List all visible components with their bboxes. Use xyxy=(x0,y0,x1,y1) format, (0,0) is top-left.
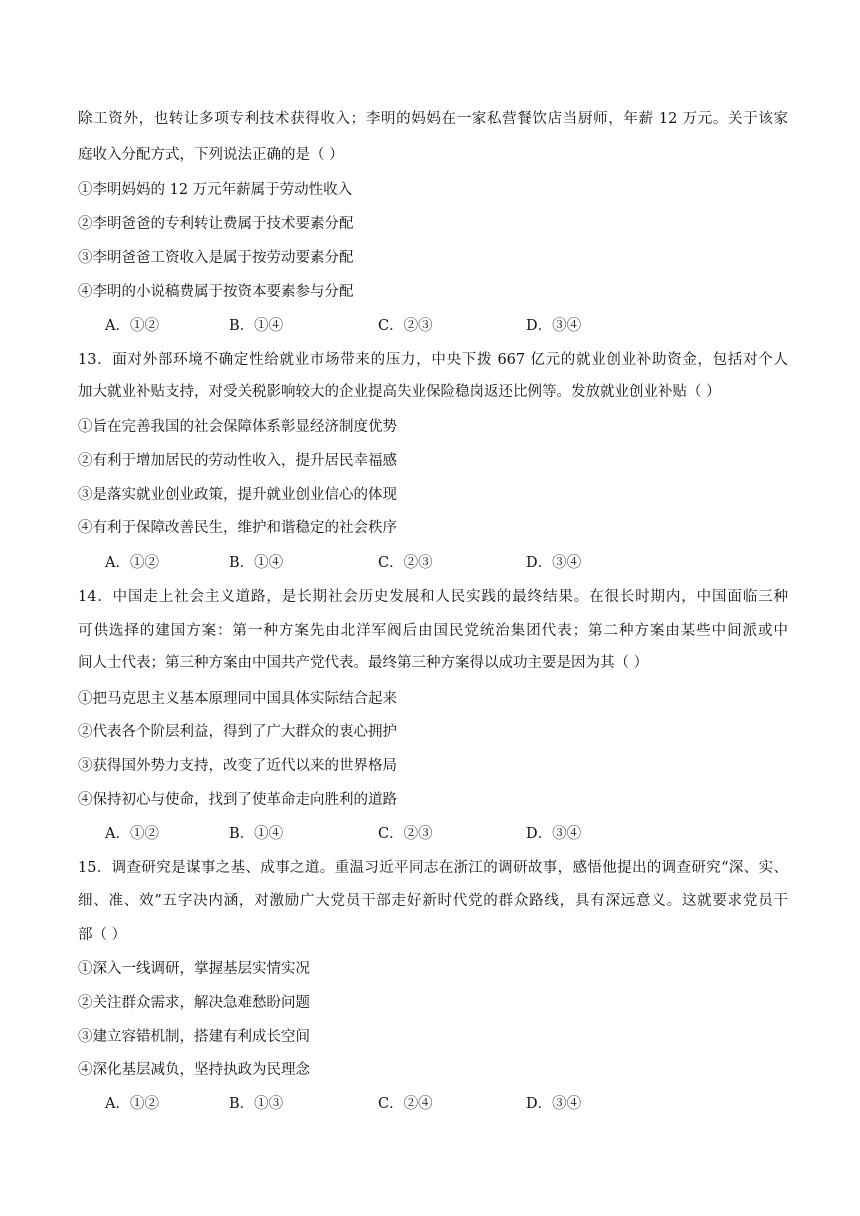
q15-choice-3: ③建立容错机制，搭建有利成长空间 xyxy=(78,1029,310,1045)
q12-option-a[interactable]: A．①② xyxy=(105,318,159,334)
q14-options xyxy=(105,824,665,844)
q13-choice-3: ③是落实就业创业政策，提升就业创业信心的体现 xyxy=(78,487,397,503)
q15-stem-line-2: 细、准、效”五字决内涵，对激励广大党员干部走好新时代党的群众路线，具有深远意义。这就要求党员干 xyxy=(78,893,788,909)
q15-choice-4: ④深化基层减负，坚持执政为民理念 xyxy=(78,1062,310,1078)
q13-stem-line-1: 13．面对外部环境不确定性给就业市场带来的压力，中央下拨 667 亿元的就业创业补助资金，包括对个人 xyxy=(78,352,788,368)
q12-choice-4: ④李明的小说稿费属于按资本要素参与分配 xyxy=(78,284,354,300)
q15-stem-line-1: 15．调查研究是谋事之基、成事之道。重温习近平同志在浙江的调研故事，感悟他提出的调查研究“深、实、 xyxy=(78,860,788,876)
q13-options xyxy=(105,553,665,573)
q15-options xyxy=(105,1094,665,1114)
q13-choice-2: ②有利于增加居民的劳动性收入，提升居民幸福感 xyxy=(78,453,397,469)
q13-option-c[interactable]: C．②③ xyxy=(378,555,433,571)
q12-options xyxy=(105,316,665,336)
q14-option-d[interactable]: D．③④ xyxy=(526,826,582,842)
q15-choice-2: ②关注群众需求，解决急难愁盼问题 xyxy=(78,995,310,1011)
q12-choice-1: ①李明妈妈的 12 万元年薪属于劳动性收入 xyxy=(78,182,353,198)
q12-option-d[interactable]: D．③④ xyxy=(526,318,582,334)
q13-stem-line-2: 加大就业补贴支持，对受关税影响较大的企业提高失业保险稳岗返还比例等。发放就业创业补贴（ ） xyxy=(78,384,721,400)
q14-option-b[interactable]: B．①④ xyxy=(229,826,284,842)
q12-stem-line-2: 庭收入分配方式，下列说法正确的是（ ） xyxy=(78,147,344,163)
q14-option-a[interactable]: A．①② xyxy=(105,826,159,842)
q13-option-d[interactable]: D．③④ xyxy=(526,555,582,571)
q13-choice-1: ①旨在完善我国的社会保障体系彰显经济制度优势 xyxy=(78,419,397,435)
q12-choice-2: ②李明爸爸的专利转让费属于技术要素分配 xyxy=(78,216,354,232)
q15-option-c[interactable]: C．②④ xyxy=(378,1096,433,1112)
q15-stem-line-3: 部（ ） xyxy=(78,927,127,943)
q12-option-b[interactable]: B．①④ xyxy=(229,318,284,334)
q13-option-a[interactable]: A．①② xyxy=(105,555,159,571)
q13-choice-4: ④有利于保障改善民生，维护和谐稳定的社会秩序 xyxy=(78,520,397,536)
q14-choice-2: ②代表各个阶层利益，得到了广大群众的衷心拥护 xyxy=(78,724,397,740)
q14-choice-3: ③获得国外势力支持，改变了近代以来的世界格局 xyxy=(78,758,397,774)
q14-choice-1: ①把马克思主义基本原理同中国具体实际结合起来 xyxy=(78,691,397,707)
q15-option-a[interactable]: A．①② xyxy=(105,1096,159,1112)
q14-stem-line-2: 可供选择的建国方案：第一种方案先由北洋军阀后由国民党统治集团代表；第二种方案由某些中间派或中 xyxy=(78,623,788,639)
q15-option-d[interactable]: D．③④ xyxy=(526,1096,582,1112)
q15-choice-1: ①深入一线调研，掌握基层实情实况 xyxy=(78,961,310,977)
q12-option-c[interactable]: C．②③ xyxy=(378,318,433,334)
q12-stem-line-1: 除工资外，也转让多项专利技术获得收入；李明的妈妈在一家私营餐饮店当厨师，年薪 12 万元。关于该家 xyxy=(78,111,788,127)
q12-choice-3: ③李明爸爸工资收入是属于按劳动要素分配 xyxy=(78,250,354,266)
q14-stem-line-1: 14．中国走上社会主义道路，是长期社会历史发展和人民实践的最终结果。在很长时期内，中国面临三种 xyxy=(78,589,788,605)
q15-option-b[interactable]: B．①③ xyxy=(229,1096,284,1112)
q14-option-c[interactable]: C．②③ xyxy=(378,826,433,842)
q14-choice-4: ④保持初心与使命，找到了使革命走向胜利的道路 xyxy=(78,792,397,808)
q13-option-b[interactable]: B．①④ xyxy=(229,555,284,571)
q14-stem-line-3: 间人士代表；第三种方案由中国共产党代表。最终第三种方案得以成功主要是因为其（ ） xyxy=(78,655,649,671)
